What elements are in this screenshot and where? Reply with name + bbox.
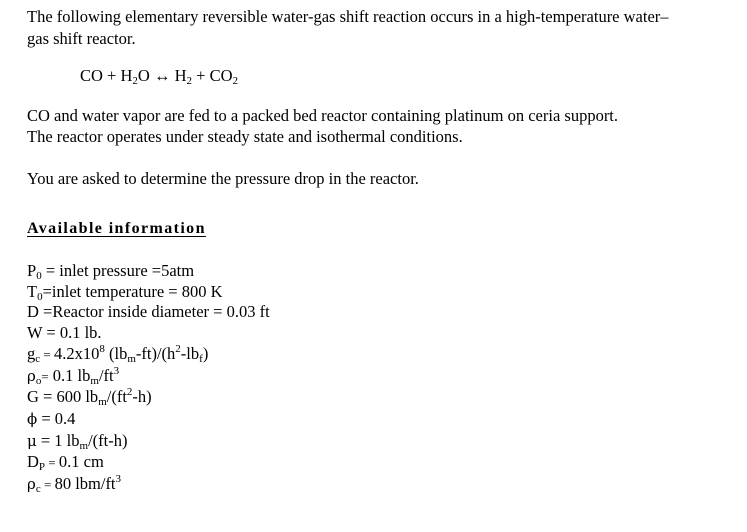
info-viscosity: μ = 1 $lb_m/(ft-h)$ bbox=[27, 431, 128, 452]
info-catalyst-density: $\rho_c = 80$ lbm/$ft^3$ bbox=[27, 473, 122, 495]
info-catalyst-weight: W = 0.1 lb. bbox=[27, 323, 102, 342]
reaction-equation: CO + $H_2O$ ↔ $H_2 + CO_2$ bbox=[80, 66, 238, 87]
info-inlet-density: $\rho_o= 0.1$ $lb_m/ft^3$ bbox=[27, 365, 120, 387]
intro-line-2: gas shift reactor. bbox=[27, 29, 136, 48]
info-reactor-diameter: D =Reactor inside diameter = 0.03 ft bbox=[27, 302, 270, 321]
info-porosity: ϕ = 0.4 bbox=[27, 409, 76, 428]
info-inlet-temperature: $T_0=inlet$ temperature = 800 K bbox=[27, 282, 223, 303]
info-inlet-pressure: $P_0$ = inlet pressure =5atm bbox=[27, 261, 195, 282]
task-statement: You are asked to determine the pressure drop in the reactor. bbox=[27, 169, 419, 188]
paragraph2-line-1: CO and water vapor are fed to a packed bed reactor containing platinum on ceria support. bbox=[27, 106, 619, 125]
paragraph2-line-2: The reactor operates under steady state and isothermal conditions. bbox=[27, 127, 463, 146]
section-heading: Available information bbox=[27, 220, 206, 237]
info-mass-flux: G = 600 $lb_m/(ft^2-h)$ bbox=[27, 386, 152, 408]
reversible-arrow-icon: ↔ bbox=[149, 66, 175, 85]
intro-line-1: The following elementary reversible water-gas shift reaction occurs in a high-temperature water– bbox=[27, 7, 669, 26]
info-particle-diameter: $D_P = 0.1$ cm bbox=[27, 452, 104, 473]
info-gc: $g_c = 4.2x10^8$ $(lb_m-ft)/(h^2-lb_f)$ bbox=[27, 343, 209, 365]
